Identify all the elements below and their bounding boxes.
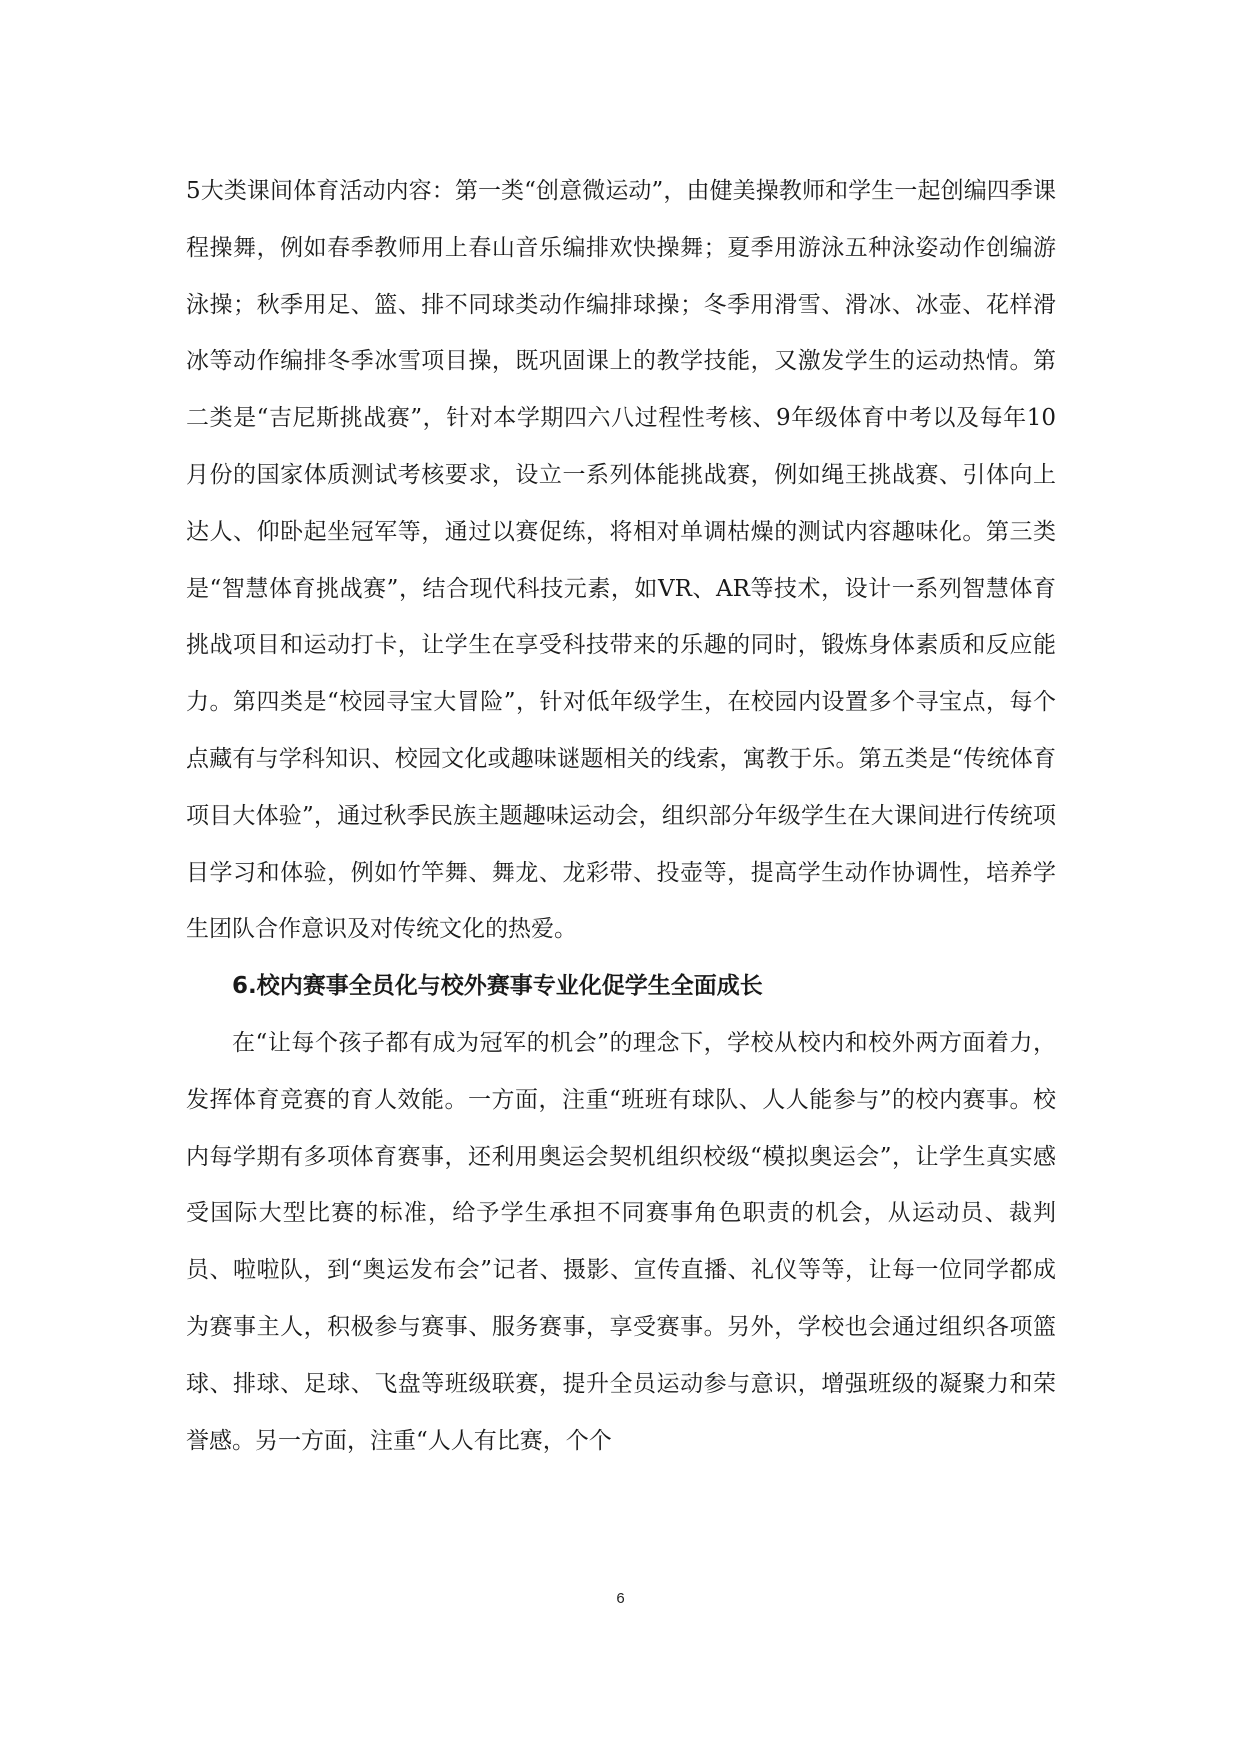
section-heading: 6.校内赛事全员化与校外赛事专业化促学生全面成长 xyxy=(232,973,763,1000)
body-paragraph-activities: 5大类课间体育活动内容：第一类“创意微运动”，由健美操教师和学生一起创编四季课程操舞，例如春季教师用上春山音乐编排欢快操舞；夏季用游泳五种泳姿动作创编游泳操；秋季用足、篮、排不同球类动作编排球操；冬季用滑雪、滑冰、冰壶、花样滑冰等动作编排冬季冰雪项目操，既巩固课上的教学技能，又激发学生的运动热情。第二类是“吉尼斯挑战赛”，针对本学期四六八过程性考核、9年级体育中考以及每年10月份的国家体质测试考核要求，设立一系列体能挑战赛，例如绳王挑战赛、引体向上达人、仰卧起坐冠军等，通过以赛促练，将相对单调枯燥的测试内容趣味化。第三类是“智慧体育挑战赛”，结合现代科技元素，如VR、AR等技术，设计一系列智慧体育挑战项目和运动打卡，让学生在享受科技带来的乐趣的同时，锻炼身体素质和反应能力。第四类是“校园寻宝大冒险”，针对低年级学生，在校园内设置多个寻宝点，每个点藏有与学科知识、校园文化或趣味谜题相关的线索，寓教于乐。第五类是“传统体育项目大体验”，通过秋季民族主题趣味运动会，组织部分年级学生在大课间进行传统项目学习和体验，例如竹竿舞、舞龙、龙彩带、投壶等，提高学生动作协调性，培养学生团队合作意识及对传统文化的热爱。 xyxy=(186,178,1056,943)
page-number: 6 xyxy=(616,1590,625,1607)
body-paragraph-competitions: 在“让每个孩子都有成为冠军的机会”的理念下，学校从校内和校外两方面着力，发挥体育竞赛的育人效能。一方面，注重“班班有球队、人人能参与”的校内赛事。校内每学期有多项体育赛事，还利用奥运会契机组织校级“模拟奥运会”，让学生真实感受国际大型比赛的标准，给予学生承担不同赛事角色职责的机会，从运动员、裁判员、啦啦队，到“奥运发布会”记者、摄影、宣传直播、礼仪等等，让每一位同学都成为赛事主人，积极参与赛事、服务赛事，享受赛事。另外，学校也会通过组织各项篮球、排球、足球、飞盘等班级联赛，提升全员运动参与意识，增强班级的凝聚力和荣誉感。另一方面，注重“人人有比赛，个个 xyxy=(186,1029,1056,1454)
page-body xyxy=(186,163,1056,1469)
